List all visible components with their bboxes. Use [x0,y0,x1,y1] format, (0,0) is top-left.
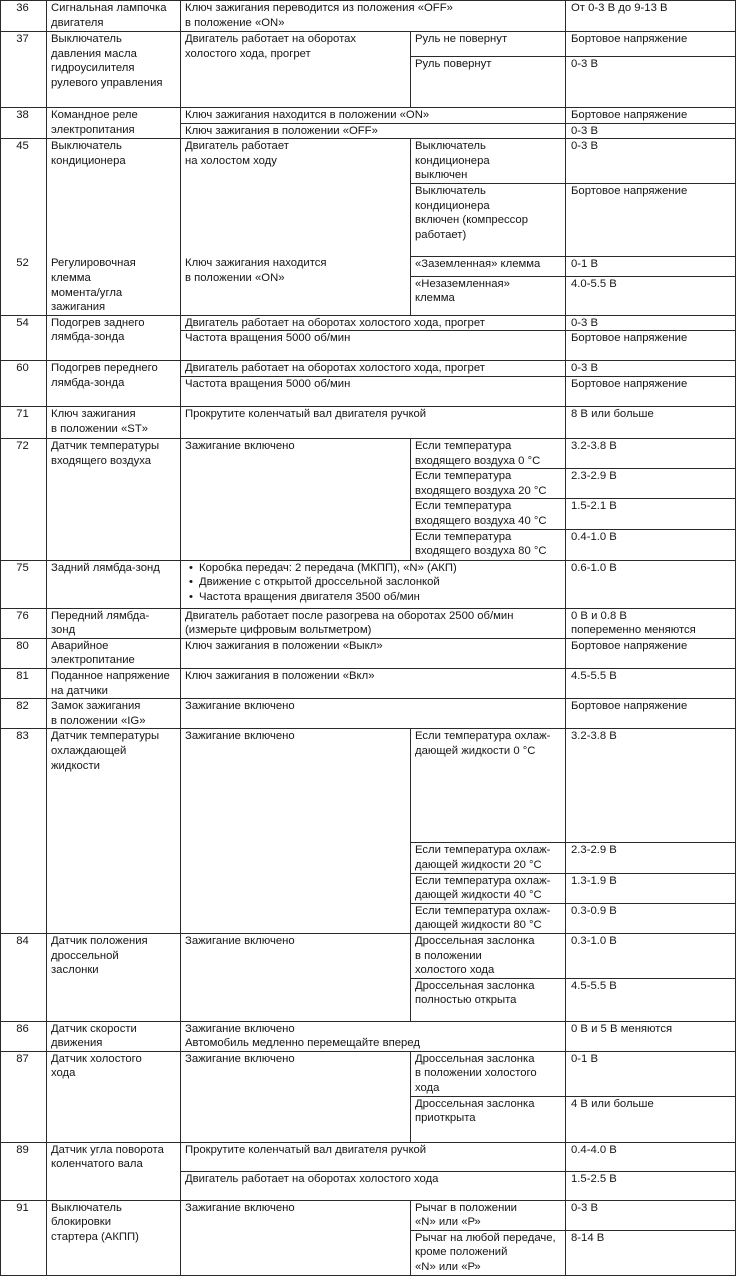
measured-value: 8 В или больше [566,407,736,439]
component-name: Датчик угла поворота коленчатого вала [47,1142,181,1200]
test-condition: Ключ зажигания переводится из положения «OFF» в положение «ON» [181,1,566,32]
component-name: Подогрев переднего лямбда-зонда [47,361,181,407]
row-number: 45 [1,139,47,257]
row-number: 80 [1,638,47,668]
sub-condition: Если температура охлаж- дающей жидкости 80 °С [411,903,566,933]
measured-value: 1.3-1.9 В [566,873,736,903]
measured-value: 0.4-4.0 В [566,1142,736,1171]
sub-condition: Дроссельная заслонка полностью открыта [411,978,566,1021]
test-condition: Зажигание включено [181,439,411,561]
table-row [1,315,736,331]
measured-value: Бортовое напряжение [566,331,736,361]
sub-condition: Рычаг в положении «N» или «Р» [411,1200,566,1230]
measured-value: 3.2-3.8 В [566,439,736,469]
test-condition: Ключ зажигания находится в положении «ON» [181,256,411,315]
row-number: 91 [1,1200,47,1275]
test-condition: Двигатель работает на оборотах холостого хода, прогрет [181,361,566,377]
sub-condition: Если температура входящего воздуха 20 °С [411,469,566,499]
row-number: 86 [1,1021,47,1051]
table-row [1,32,736,57]
measured-value: 0-3 В [566,123,736,139]
test-condition: Прокрутите коленчатый вал двигателя ручкой [181,407,566,439]
table-row [1,108,736,124]
test-condition: Зажигание включено [181,699,566,729]
component-name: Датчик положения дроссельной заслонки [47,933,181,1021]
table-row [1,668,736,698]
component-name: Выключатель давления масла гидроусилителя рулевого управления [47,32,181,108]
test-condition: Двигатель работает на оборотах холостого хода, прогрет [181,32,411,108]
component-name: Датчик скорости движения [47,1021,181,1051]
measured-value: 0-1 В [566,1051,736,1096]
table-row [1,439,736,469]
measured-value: Бортовое напряжение [566,699,736,729]
sub-condition: «Незаземленная» клемма [411,276,566,315]
test-condition: Зажигание включено [181,1051,411,1142]
test-condition: Зажигание включено [181,933,411,1021]
component-name: Выключатель кондиционера [47,139,181,257]
row-number: 82 [1,699,47,729]
row-number: 87 [1,1051,47,1142]
component-name: Датчик холостого хода [47,1051,181,1142]
measured-value: 0-3 В [566,315,736,331]
table-row [1,1142,736,1171]
table-row [1,407,736,439]
component-name: Замок зажигания в положении «IG» [47,699,181,729]
row-number: 89 [1,1142,47,1200]
component-name: Датчик температуры входящего воздуха [47,439,181,561]
measured-value: 3.2-3.8 В [566,729,736,843]
row-number: 71 [1,407,47,439]
measured-value: 0.3-0.9 В [566,903,736,933]
test-condition [181,560,566,608]
row-number: 83 [1,729,47,934]
test-condition: Ключ зажигания в положении «OFF» [181,123,566,139]
row-number: 76 [1,608,47,638]
test-condition: Прокрутите коленчатый вал двигателя ручкой [181,1142,566,1171]
sub-condition: «Заземленная» клемма [411,256,566,276]
test-condition: Частота вращения 5000 об/мин [181,377,566,407]
sub-condition: Выключатель кондиционера включен (компрессор работает) [411,183,566,256]
measured-value: Бортовое напряжение [566,32,736,57]
row-number: 60 [1,361,47,407]
sub-condition: Если температура входящего воздуха 40 °С [411,499,566,529]
table-row [1,1,736,32]
test-condition: Двигатель работает на оборотах холостого хода, прогрет [181,315,566,331]
measured-value: 0-3 В [566,139,736,184]
row-number: 81 [1,668,47,698]
measured-value: От 0-3 В до 9-13 В [566,1,736,32]
row-number: 75 [1,560,47,608]
row-number: 54 [1,315,47,361]
sub-condition: Дроссельная заслонка в положении холостого хода [411,933,566,978]
sub-condition: Дроссельная заслонка в положении холостого хода [411,1051,566,1096]
sub-condition: Руль не повернут [411,32,566,57]
component-name: Ключ зажигания в положении «ST» [47,407,181,439]
component-name: Задний лямбда-зонд [47,560,181,608]
table-row [1,1021,736,1051]
table-row [1,1200,736,1230]
measured-value: 1.5-2.1 В [566,499,736,529]
table-row [1,638,736,668]
measured-value: 0-1 В [566,256,736,276]
component-name: Поданное напряжение на датчики [47,668,181,698]
measured-value: 4 В или больше [566,1096,736,1142]
measured-value: 0.6-1.0 В [566,560,736,608]
component-name: Передний лямбда- зонд [47,608,181,638]
table-row [1,729,736,843]
condition-list-item: • Движение с открытой дроссельной заслонкой [199,575,562,590]
measured-value: 4.5-5.5 В [566,978,736,1021]
test-condition: Зажигание включено [181,1200,411,1275]
sub-condition: Рычаг на любой передаче, кроме положений «N» или «Р» [411,1230,566,1275]
measured-value: 0-3 В [566,1200,736,1230]
component-name: Сигнальная лампочка двигателя [47,1,181,32]
measured-value: 4.5-5.5 В [566,668,736,698]
sub-condition: Если температура входящего воздуха 0 °С [411,439,566,469]
sub-condition: Если температура охлаж- дающей жидкости 0 °С [411,729,566,843]
table-row [1,139,736,184]
table-row [1,560,736,608]
table-body [1,1,736,1276]
condition-list-item: • Частота вращения двигателя 3500 об/мин [199,590,562,605]
measured-value: 4.0-5.5 В [566,276,736,315]
condition-list-item: • Коробка передач: 2 передача (МКПП), «N» (АКП) [199,561,562,576]
measured-value: 0.3-1.0 В [566,933,736,978]
test-condition: Двигатель работает на холостом ходу [181,139,411,257]
measured-value: 0.4-1.0 В [566,529,736,560]
measured-value: 1.5-2.5 В [566,1171,736,1200]
test-condition: Зажигание включено [181,729,411,934]
row-number: 84 [1,933,47,1021]
row-number: 38 [1,108,47,139]
condition-list [185,561,562,605]
table-row [1,699,736,729]
component-name: Датчик температуры охлаждающей жидкости [47,729,181,934]
sub-condition: Руль повернут [411,57,566,108]
component-name: Подогрев заднего лямбда-зонда [47,315,181,361]
table-row [1,361,736,377]
component-name: Выключатель блокировки стартера (АКПП) [47,1200,181,1275]
table-row [1,933,736,978]
table-row [1,608,736,638]
measured-value: Бортовое напряжение [566,638,736,668]
measured-value: 0-3 В [566,361,736,377]
measured-value: Бортовое напряжение [566,108,736,124]
sub-condition: Если температура охлаж- дающей жидкости 20 °С [411,843,566,873]
sub-condition: Выключатель кондиционера выключен [411,139,566,184]
table-row [1,1051,736,1096]
measured-value: 0-3 В [566,57,736,108]
sub-condition: Если температура входящего воздуха 80 °С [411,529,566,560]
test-condition: Ключ зажигания в положении «Выкл» [181,638,566,668]
sub-condition: Дроссельная заслонка приоткрыта [411,1096,566,1142]
row-number: 36 [1,1,47,32]
sub-condition: Если температура охлаж- дающей жидкости 40 °С [411,873,566,903]
test-condition: Ключ зажигания находится в положении «ON» [181,108,566,124]
measured-value: Бортовое напряжение [566,377,736,407]
component-name: Регулировочная клемма момента/угла зажигания [47,256,181,315]
measured-value: 2.3-2.9 В [566,843,736,873]
row-number: 52 [1,256,47,315]
test-condition: Ключ зажигания в положении «Вкл» [181,668,566,698]
test-condition: Зажигание включено Автомобиль медленно перемещайте вперед [181,1021,566,1051]
measured-value: 8-14 В [566,1230,736,1275]
table-row [1,256,736,276]
row-number: 72 [1,439,47,561]
test-condition: Двигатель работает на оборотах холостого хода [181,1171,566,1200]
component-name: Аварийное электропитание [47,638,181,668]
measured-value: 2.3-2.9 В [566,469,736,499]
measured-value: 0 В и 5 В меняются [566,1021,736,1051]
test-condition: Частота вращения 5000 об/мин [181,331,566,361]
test-condition: Двигатель работает после разогрева на оборотах 2500 об/мин (измерьте цифровым вольтметром) [181,608,566,638]
measured-value: 0 В и 0.8 В попеременно меняются [566,608,736,638]
measured-value: Бортовое напряжение [566,183,736,256]
component-name: Командное реле электропитания [47,108,181,139]
row-number: 37 [1,32,47,108]
